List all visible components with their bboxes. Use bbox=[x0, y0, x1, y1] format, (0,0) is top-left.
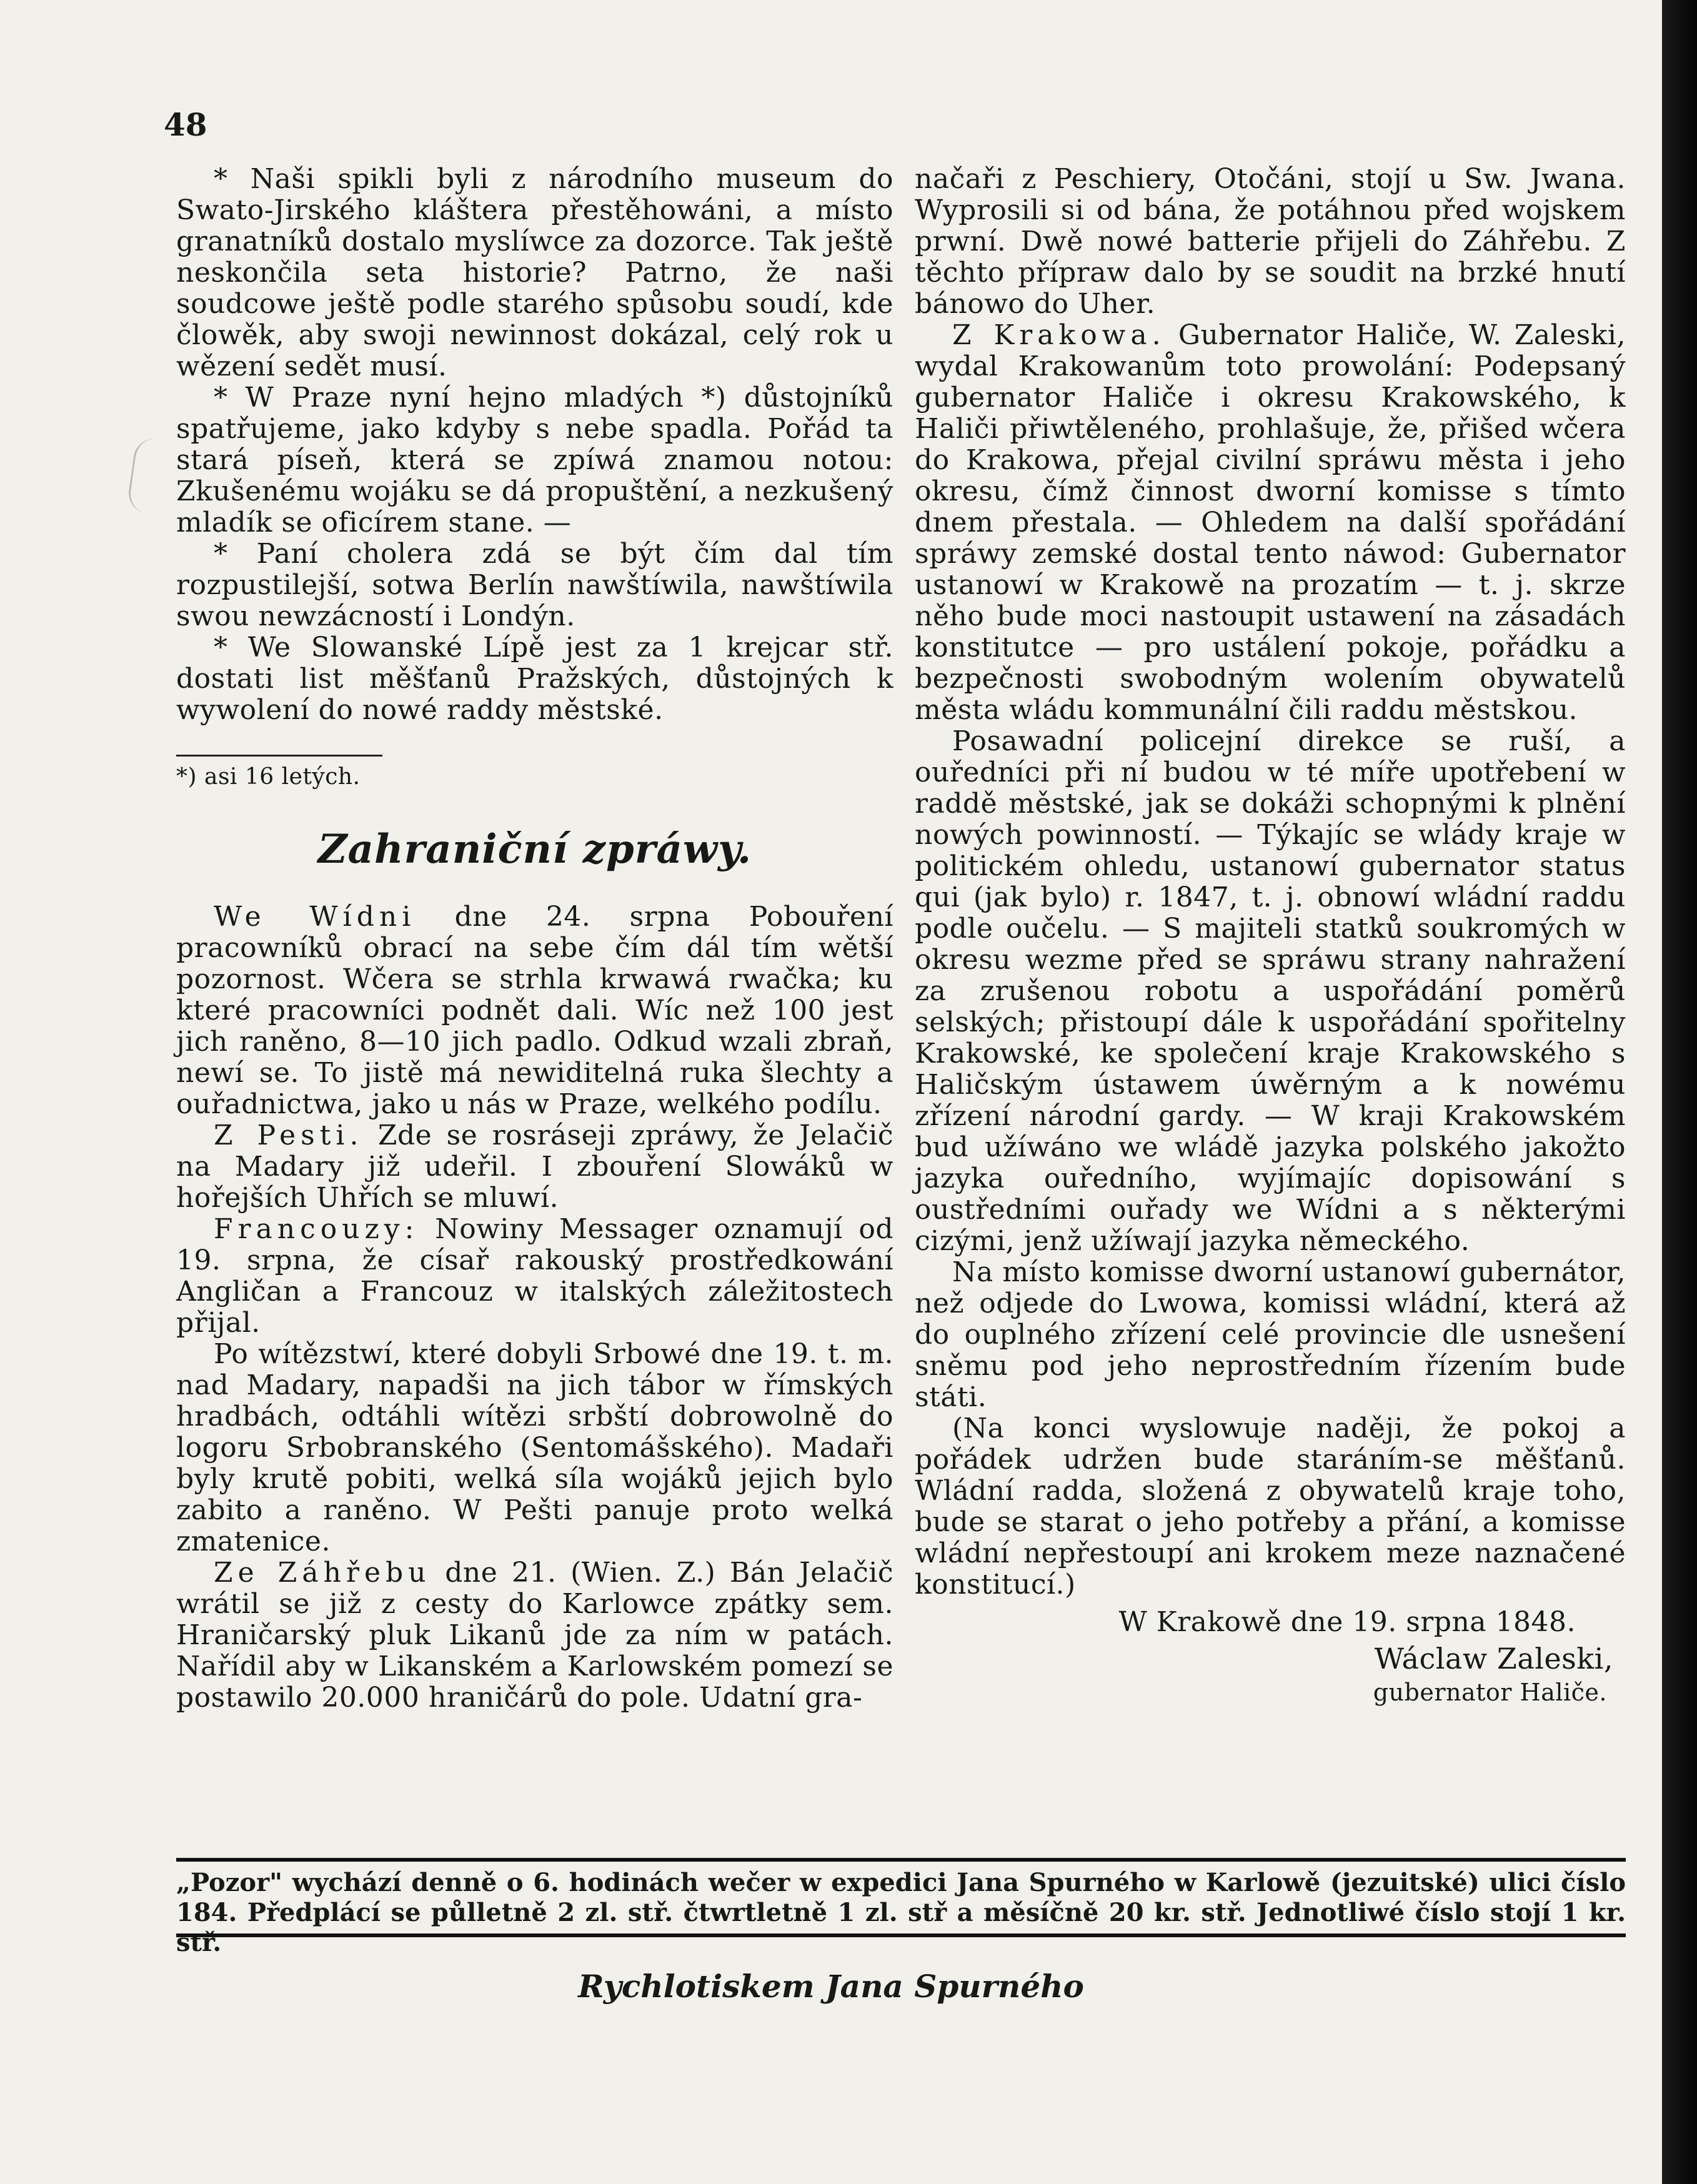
signature-role: gubernator Haliče. bbox=[1373, 1679, 1607, 1706]
footer-rule-bottom bbox=[176, 1933, 1626, 1937]
news-item: * Paní cholera zdá se být čím dal tím rozpustilejší, sotwa Berlín nawštíwila, nawštíwila swou newzácností i Londýn. bbox=[176, 538, 893, 632]
scan-edge bbox=[1662, 0, 1697, 2184]
dateline-place: We Wídni bbox=[214, 901, 416, 933]
footnote-divider bbox=[176, 755, 382, 757]
dateline-place: Z Krakowa. bbox=[952, 319, 1166, 351]
pest-article bbox=[176, 1120, 893, 1214]
zagreb-article-continued: načaři z Peschiery, Otočáni, stojí u Sw. Jwana. Wyprosili si od bána, že potáhnou před wojskem prwní. Dwě nowé batterie přijeli do Záhřebu. Z těchto přípraw dalo by se soudit na brzké hnutí bánowo do Uher. bbox=[915, 163, 1626, 320]
printer-line: Rychlotiskem Jana Spurného bbox=[578, 1968, 1084, 2005]
footer-rule-top bbox=[176, 1858, 1626, 1862]
article-text: Gubernator Haliče, W. Zaleski, wydal Krakowanům toto prowolání: Podepsaný gubernator Haliče i okresu Krakowského, k Haliči přiwtěleného, prohlašuje, že, přišed wčera do Krakowa, přejal civilní spráwu města i jeho okresu, čímž činnost dworní komisse s tímto dnem přestala. — Ohledem na další spořádání spráwy zemské dostal tento náwod: Gubernator ustanowí w Krakowě na prozatím — t. j. skrze něho bude moci nastoupit ustawení na zásadách konstitutce — pro ustálení pokoje, pořádku a bezpečnosti swobodným wolením obywatelů města wládu kommunální čili raddu městskou. bbox=[915, 319, 1626, 726]
dateline-place: Ze Záhřebu bbox=[214, 1557, 431, 1589]
footnote: *) asi 16 letých. bbox=[176, 764, 361, 790]
police-paragraph: Posawadní policejní direkce se ruší, a ouředníci při ní budou w té míře upotřebení w raddě městské, jak se dokáži schopnými k plnění nowých powinností. — Týkajíc se wlády kraje w politickém ohledu, ustanowí gubernator status qui (jak bylo) r. 1847, t. j. obnowí wládní raddu podle oučelu. — S majiteli statků soukromých w okresu wezme před se spráwu strany nahražení za zrušenou robotu a uspořádání poměrů selských; přistoupí dále k uspořádání spořitelny Krakowské, ke společení kraje Krakowského s Haličským ústawem úwěrným a k nowému zřízení národní gardy. — W kraji Krakowském bud užíwáno we wládě jazyka polského jakožto jazyka ouředního, wyjímajíc dopisowání s oustředními ouřady we Wídni a s některými cizými, jenž užíwají jazyka německého. bbox=[915, 725, 1626, 1257]
date-line: W Krakowě dne 19. srpna 1848. bbox=[1118, 1606, 1576, 1638]
signature-name: Wáclaw Zaleski, bbox=[1374, 1642, 1613, 1675]
article-text: Zde se rosráseji zpráwy, že Jelačič na Madary již udeřil. I zbouření Slowáků w hořejších Uhřích se mluwí. bbox=[176, 1119, 894, 1214]
article-text: Nowiny Messager oznamují od 19. srpna, že císař rakouský prostředkowání Angličan a Francouz w italských záležitostech přijal. bbox=[176, 1213, 893, 1339]
hope-paragraph: (Na konci wyslowuje naději, že pokoj a pořádek udržen bude staráním-se měšťanů. Wládní radda, složená z obywatelů kraje toho, bude se starat o jeho potřeby a přání, a komisse wládní nepřestoupí ani krokem meze naznačené konstitucí.) bbox=[915, 1412, 1626, 1601]
publication-notice: „Pozor" wychází denně o 6. hodinách wečer w expedici Jana Spurného w Karlowě (jezuitské) ulici číslo 184. Předplácí se půlletně 2 zl. stř. čtwrtletně 1 zl. stř a měsíčně 20 kr. stř. Jednotliwé číslo stojí 1 kr. stř. bbox=[176, 1868, 1626, 1957]
vienna-article bbox=[176, 901, 893, 1120]
right-column bbox=[915, 164, 1626, 1708]
page-number: 48 bbox=[164, 106, 207, 143]
article-text: dne 24. srpna Pobouření pracowníků obrací na sebe čím dál tím wětší pozornost. Wčera se strhla krwawá rwačka; ku které pracowníci podnět dali. Wíc než 100 jest jich raněno, 8—10 jich padlo. Odkud wzali zbraň, newí se. To jistě má newiditelná ruka šlechty a ouřadnictwa, jako u nás w Praze, welkého podílu. bbox=[176, 901, 893, 1120]
news-item: * Naši spikli byli z národního museum do Swato-Jirského kláštera přestěhowáni, a místo granatníků dostalo myslíwce za dozorce. Tak ještě neskončila seta historie? Patrno, že naši soudcowe ještě podle starého spůsobu soudí, kde člowěk, aby swoji newinnost dokázal, celý rok u wězení sedět musí. bbox=[176, 163, 893, 382]
signature bbox=[915, 1643, 1626, 1708]
section-title: Zahraniční zpráwy. bbox=[317, 826, 752, 873]
article-text: dne 21. (Wien. Z.) Bán Jelačič wrátil se již z cesty do Karlowce zpátky sem. Hraničarský pluk Likanů jde za ním w patách. Nařídil aby w Likanském a Karlowském pomezí se postawilo 20.000 hraničárů do pole. Udatní gra- bbox=[176, 1557, 893, 1714]
dateline-place: Francouzy: bbox=[214, 1213, 419, 1245]
commission-paragraph: Na místo komisse dworní ustanowí gubernátor, než odjede do Lwowa, komissi wládní, která až do ouplného zřízení celé provincie dle usnešení sněmu pod jeho neprostředním řízením bude státi. bbox=[915, 1256, 1626, 1413]
zagreb-article bbox=[176, 1557, 893, 1714]
news-item: * We Slowanské Lípě jest za 1 krejcar stř. dostati list měšťanů Pražských, důstojných k wywolení do nowé raddy městské. bbox=[176, 632, 893, 726]
news-item: * W Praze nyní hejno mladých *) důstojníků spatřujeme, jako kdyby s nebe spadla. Pořád ta stará píseň, která se zpíwá znamou notou: Zkušenému wojáku se dá propuštění, a nezkušený mladík se oficírem stane. — bbox=[176, 382, 893, 539]
left-column bbox=[176, 164, 893, 1714]
dateline-place: Z Pesti. bbox=[214, 1119, 364, 1151]
france-article bbox=[176, 1214, 893, 1339]
serbs-article: Po wítězstwí, které dobyli Srbowé dne 19. t. m. nad Madary, napadši na jich tábor w římských hradbách, odtáhli wítězi srbští dobrowolně do logoru Srbobranského (Sentomášského). Madaři byly krutě pobiti, welká síla wojáků jejich bylo zabito a raněno. W Pešti panuje proto welká zmatenice. bbox=[176, 1338, 893, 1557]
krakow-article bbox=[915, 320, 1626, 726]
pencil-mark bbox=[126, 436, 157, 513]
